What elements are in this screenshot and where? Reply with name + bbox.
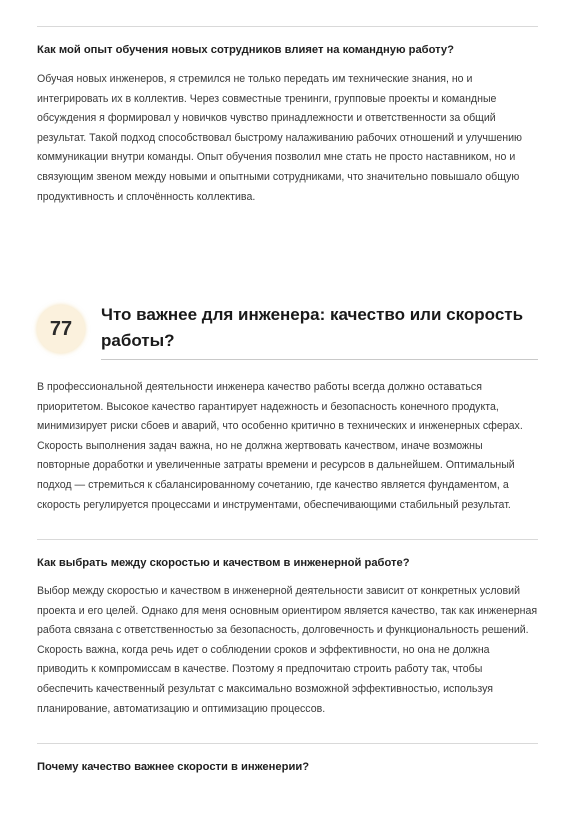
section-number-badge: 77: [37, 305, 85, 353]
divider-2: [37, 743, 538, 744]
divider-1: [37, 539, 538, 540]
question-heading-teamwork: Как мой опыт обучения новых сотрудников влияет на командную работу?: [37, 44, 454, 56]
section-header: [37, 300, 538, 360]
question-heading-why: Почему качество важнее скорости в инженерии?: [37, 761, 310, 773]
section-title-underline: [101, 359, 538, 360]
section-title: Что важнее для инженера: качество или скорость работы?: [101, 305, 524, 350]
answer-paragraph-teamwork: Обучая новых инженеров, я стремился не только передать им технические знания, но и интегрировать их в коллектив. Через совместные тренинги, групповые проекты и командные обсуждения я формировал у новичков чувство принадлежности и ответственности за общий результат. Такой подход способствовал быстрому налаживанию рабочих отношений и улучшению коммуникации внутри команды. Опыт обучения позволил мне стать не просто наставником, но и связующим звеном между новыми и опытными сотрудниками, что значительно повышало общую продуктивность и сплочённость коллектива.: [37, 73, 522, 203]
section-intro-paragraph: В профессиональной деятельности инженера качество работы всегда должно оставаться приоритетом. Высокое качество гарантирует надежность и безопасность конечного продукта, минимизирует риски сбоев и аварий, что особенно критично в технических и инженерных сферах. Скорость выполнения задач важна, но не должна жертвовать качеством, иначе возможны повторные доработки и увеличенные затраты времени и ресурсов в дальнейшем. Оптимальный подход — стремиться к сбалансированному сочетанию, где качество является фундаментом, а скорость регулируется процессами и инструментами, обеспечивающими стабильный результат.: [37, 381, 523, 511]
question-heading-choice: Как выбрать между скоростью и качеством в инженерной работе?: [37, 557, 410, 569]
top-divider: [37, 26, 538, 27]
answer-paragraph-choice: Выбор между скоростью и качеством в инженерной деятельности зависит от конкретных условий проекта и его целей. Однако для меня основным ориентиром является качество, так как инженерная работа связана с ответственностью за безопасность, долговечность и функциональность решений. Скорость важна, когда речь идет о соблюдении сроков и эффективности, но она не должна приводить к компромиссам в качестве. Поэтому я предпочитаю строить работу так, чтобы обеспечить качественный результат с максимально возможной эффективностью, используя планирование, автоматизацию и оптимизацию процессов.: [37, 585, 538, 715]
